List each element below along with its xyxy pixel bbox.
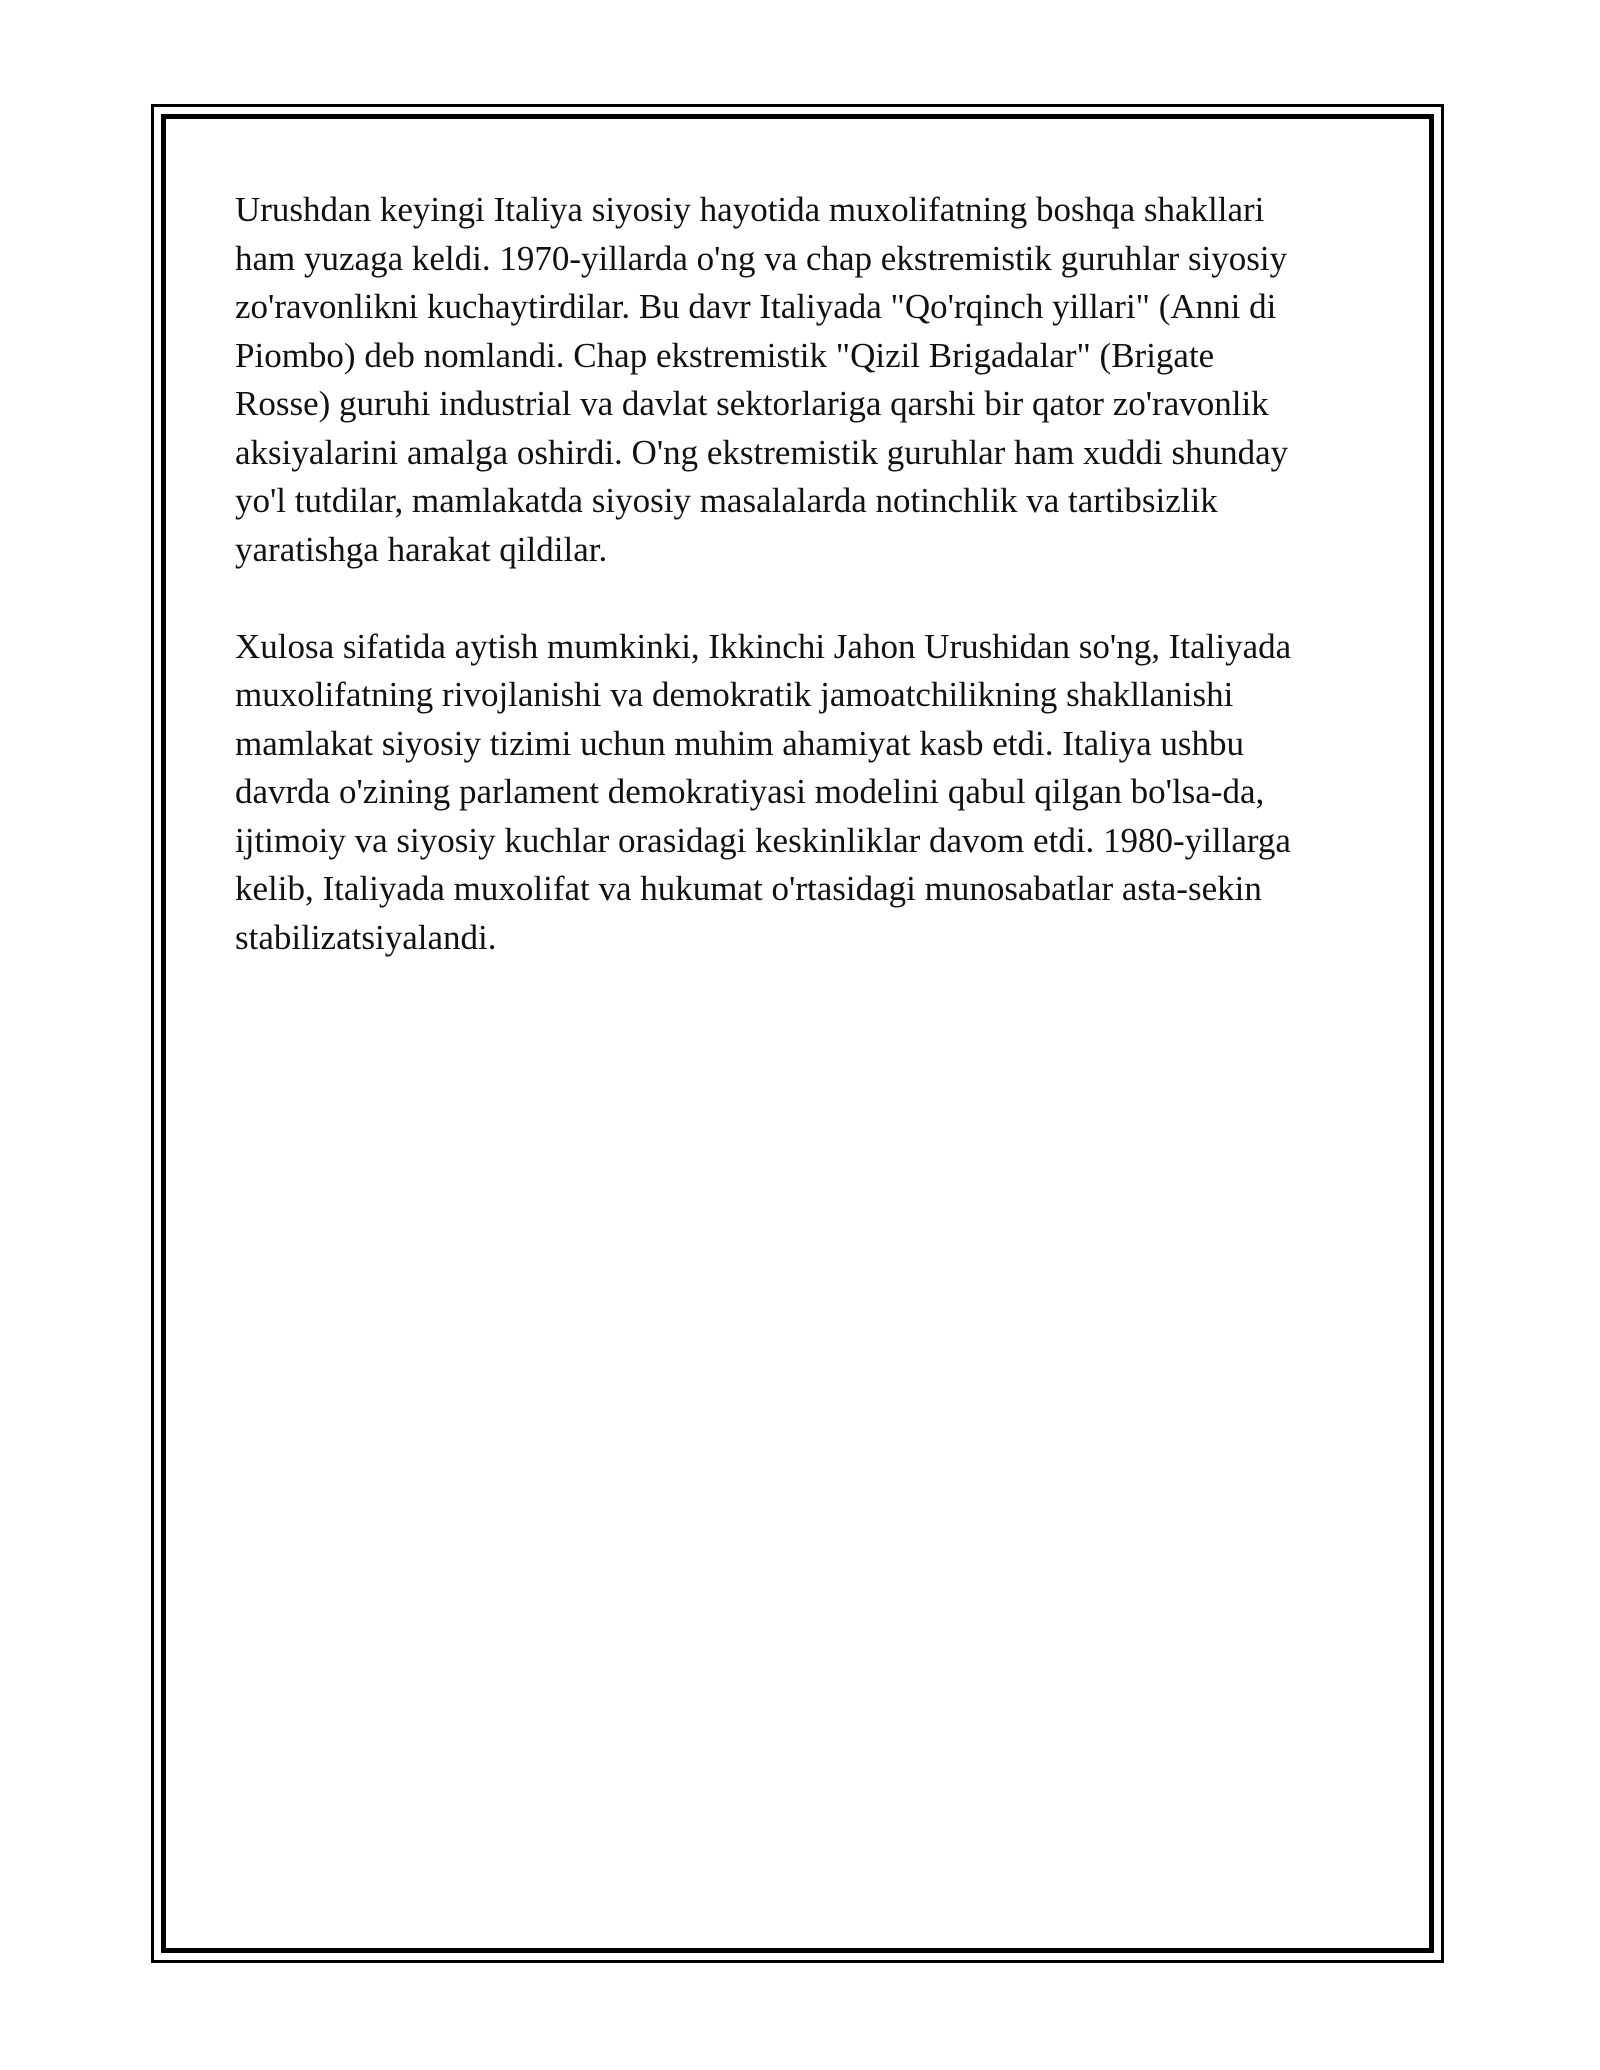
- paragraph-2: Xulosa sifatida aytish mumkinki, Ikkinchi Jahon Urushidan so'ng, Italiyada muxolifatning rivojlanishi va demokratik jamoatchilikning shakllanishi mamlakat siyosiy tizimi uchun muhim ahamiyat kasb etdi. Italiya ushbu davrda o'zining parlament demokratiyasi modelini qabul qilgan bo'lsa-da, ijtimoiy va siyosiy kuchlar orasidagi keskinliklar davom etdi. 1980-yillarga kelib, Italiyada muxolifat va hukumat o'rtasidagi munosabatlar asta-sekin stabilizatsiyalandi.: [235, 626, 1292, 957]
- paragraph-1: Urushdan keyingi Italiya siyosiy hayotida muxolifatning boshqa shakllari ham yuzaga keldi. 1970-yillarda o'ng va chap ekstremistik guruhlar siyosiy zo'ravonlikni kuchaytirdilar. Bu davr Italiyada "Qo'rqinch yillari" (Anni di Piombo) deb nomlandi. Chap ekstremistik "Qizil Brigadalar" (Brigate Rosse) guruhi industrial va davlat sektorlariga qarshi bir qator zo'ravonlik aksiyalarini amalga oshirdi. O'ng ekstremistik guruhlar ham xuddi shunday yo'l tutdilar, mamlakatda siyosiy masalalarda notinchlik va tartibsizlik yaratishga harakat qildilar.: [235, 190, 1289, 569]
- document-body: [235, 186, 1365, 1011]
